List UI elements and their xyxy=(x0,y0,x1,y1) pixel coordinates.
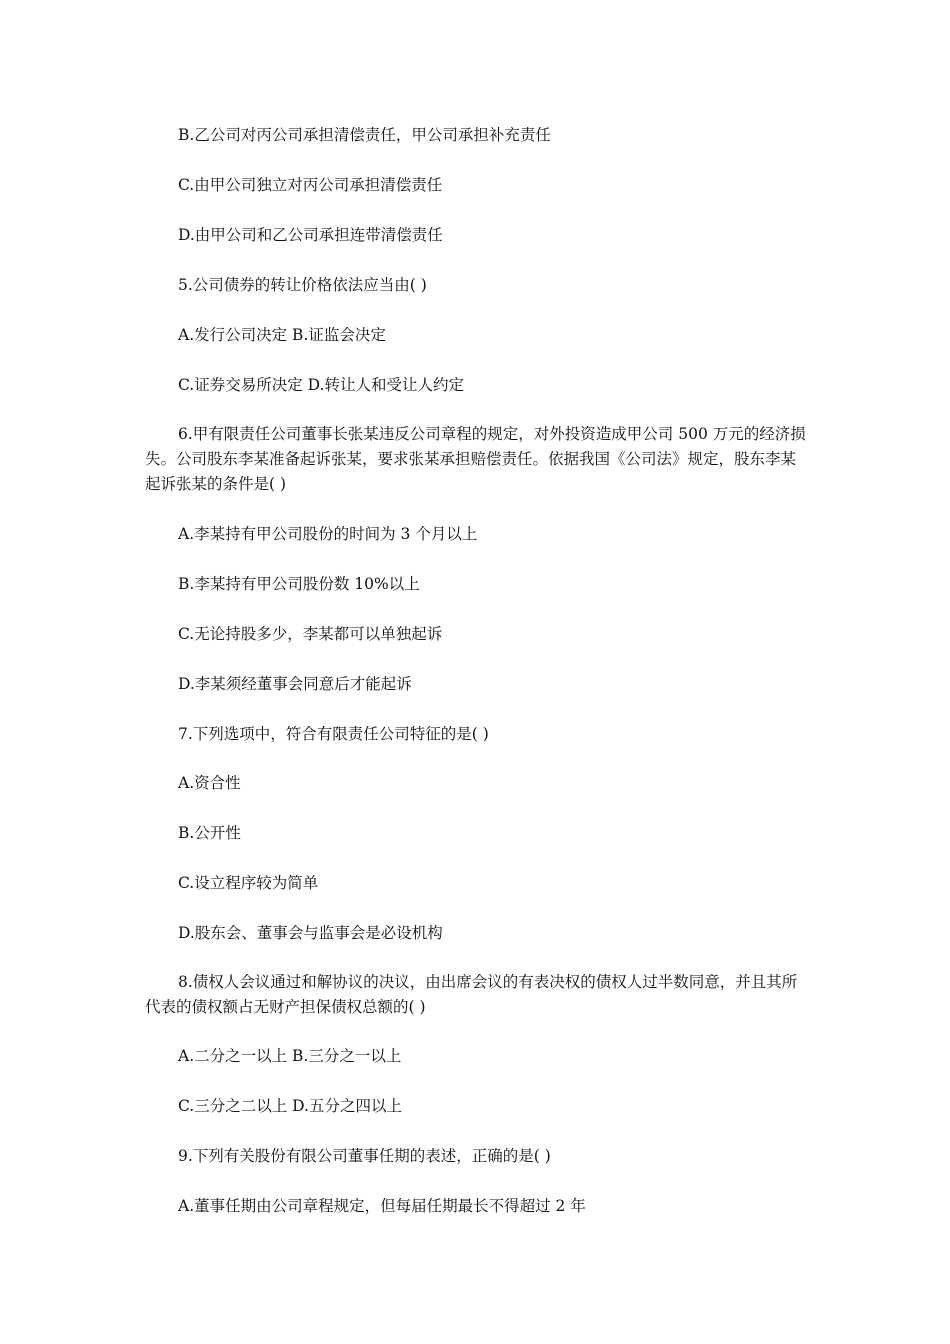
option-9a: A.董事任期由公司章程规定，但每届任期最长不得超过 2 年 xyxy=(178,1197,586,1215)
option-6a: A.李某持有甲公司股份的时间为 3 个月以上 xyxy=(178,525,478,543)
options-5ab: A.发行公司决定 B.证监会决定 xyxy=(178,326,386,344)
option-4b: B.乙公司对丙公司承担清偿责任，甲公司承担补充责任 xyxy=(178,126,551,144)
options-8ab: A.二分之一以上 B.三分之一以上 xyxy=(178,1047,402,1065)
option-6b: B.李某持有甲公司股份数 10%以上 xyxy=(178,575,420,593)
option-4c: C.由甲公司独立对丙公司承担清偿责任 xyxy=(178,176,443,194)
question-7: 7.下列选项中，符合有限责任公司特征的是( ) xyxy=(178,725,489,743)
option-7b: B.公开性 xyxy=(178,824,241,842)
question-8: 8.债权人会议通过和解协议的决议，由出席会议的有表决权的债权人过半数同意，并且其所代表的债权额占无财产担保债权总额的( ) xyxy=(145,973,798,1016)
option-4d: D.由甲公司和乙公司承担连带清偿责任 xyxy=(178,226,443,244)
question-6: 6.甲有限责任公司董事长张某违反公司章程的规定，对外投资造成甲公司 500 万元的经济损失。公司股东李某准备起诉张某，要求张某承担赔偿责任。依据我国《公司法》规定，股东李某起诉张某的条件是( ) xyxy=(145,425,806,493)
option-7c: C.设立程序较为简单 xyxy=(178,874,319,892)
option-7d: D.股东会、董事会与监事会是必设机构 xyxy=(178,924,443,942)
option-6c: C.无论持股多少，李某都可以单独起诉 xyxy=(178,625,443,643)
options-5cd: C.证券交易所决定 D.转让人和受让人约定 xyxy=(178,376,464,394)
question-9: 9.下列有关股份有限公司董事任期的表述，正确的是( ) xyxy=(178,1147,551,1165)
options-8cd: C.三分之二以上 D.五分之四以上 xyxy=(178,1097,402,1115)
option-7a: A.资合性 xyxy=(178,774,241,792)
question-5: 5.公司债券的转让价格依法应当由( ) xyxy=(178,276,427,294)
option-6d: D.李某须经董事会同意后才能起诉 xyxy=(178,675,412,693)
